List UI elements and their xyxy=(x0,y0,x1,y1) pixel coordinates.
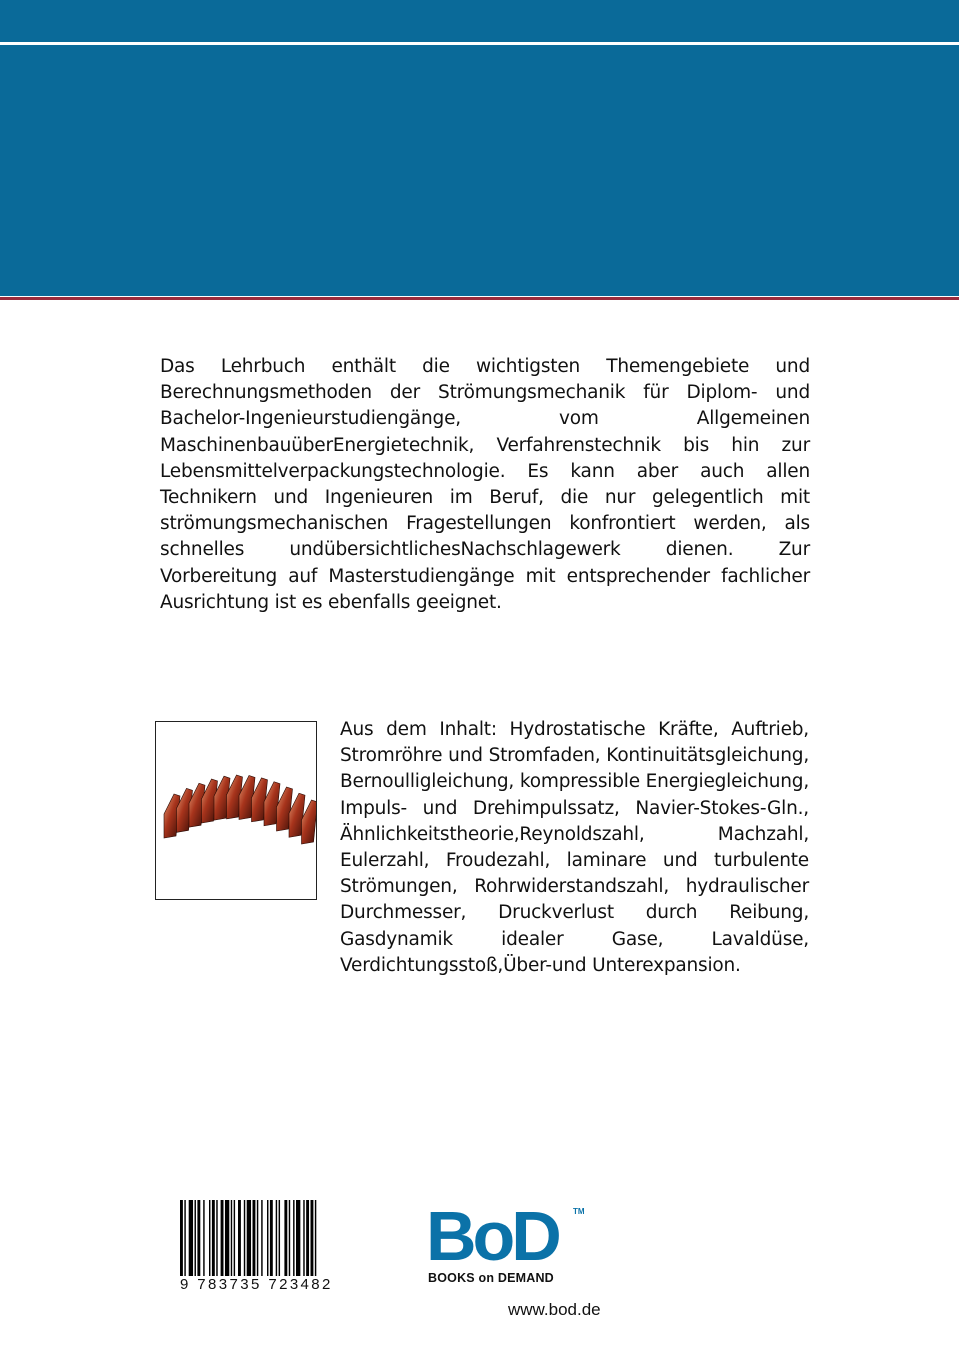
book-description: Das Lehrbuch enthält die wichtigsten Themengebiete und Berechnungsmethoden der Strömungsmechanik für Diplom- und Bachelor-Ingenieurstudiengänge, vom Allgemeinen MaschinenbauüberEnergietechnik, Verfahrenstechnik bis hin zur Lebensmittelverpackungstechnologie. Es kann aber auch allen Technikern und Ingenieuren im Beruf, die nur gelegentlich mit strömungsmechanischen Fragestellungen konfrontiert werden, als schnelles undübersichtlichesNachschlagewerk dienen. Zur Vorbereitung auf Masterstudiengänge mit entsprechender fachlicher Ausrichtung ist es ebenfalls geeignet. xyxy=(160,356,810,613)
header-line xyxy=(0,42,959,45)
turbine-blades-icon xyxy=(156,722,316,899)
bod-logo: BoD xyxy=(426,1197,558,1275)
contents-summary: Aus dem Inhalt: Hydrostatische Kräfte, Auftrieb, Stromröhre und Stromfaden, Kontinuitätsgleichung, Bernoulligleichung, kompressible Energiegleichung, Impuls- und Drehimpulssatz, Navier-Stokes-Gln., Ähnlichkeitstheorie,Reynoldszahl, Machzahl, Eulerzahl, Froudezahl, laminare und turbulente Strömungen, Rohrwiderstandszahl, hydraulischer Durchmesser, Druckverlust durch Reibung, Gasdynamik idealer Gase, Lavaldüse, Verdichtungsstoß,Über-und Unterexpansion. xyxy=(340,719,809,976)
isbn-number: 9 783735 723482 xyxy=(178,1276,374,1293)
publisher-url[interactable]: www.bod.de xyxy=(508,1300,601,1319)
trademark-symbol: TM xyxy=(573,1207,585,1216)
publisher-name: BOOKS on DEMAND xyxy=(428,1271,554,1285)
header-rule xyxy=(0,297,959,300)
turbine-blades-image xyxy=(155,721,317,900)
